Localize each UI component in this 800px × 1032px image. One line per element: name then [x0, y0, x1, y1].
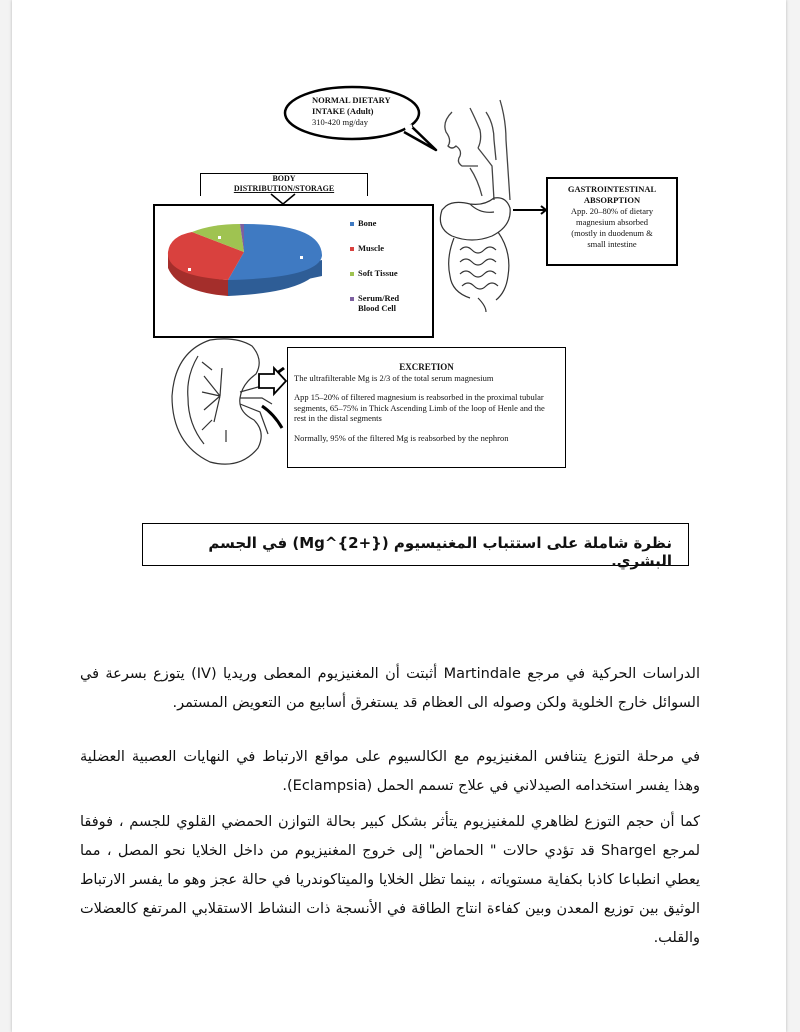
excretion-p1: The ultrafilterable Mg is 2/3 of the total serum magnesium — [294, 372, 494, 383]
gi-line-3: (mostly in duodenum & — [571, 228, 653, 238]
paragraph-2: في مرحلة التوزع يتنافس المغنيزيوم مع الكالسيوم على مواقع الارتباط في النهايات العصبية العضلية وهذا يفسر استخدامه الصيدلاني في علاج تسمم الحمل (Eclampsia). — [80, 749, 700, 794]
paragraph-3: كما أن حجم التوزع لظاهري للمغنيزيوم يتأثر بشكل كبير بحالة التوازن الحمضي القلوي للجسم ، فوفقا لمرجع Shargel قد تؤدي حالات " الحماض" إلى خروج المغنيزيوم من داخل الخلايا نحو المصل ، مما يعطي انطباعا كاذبا بكفاية مستوياته ، بينما تظل الخلايا والميتاكوندريا في حالة عجز وهو ما يفسر الارتباط الوثيق بين توزيع المعدن وبين كفاءة انتاج الطاقة في الأنسجة ذات النشاط الاستقلابي المرتفع كالعضلات والقلب. — [80, 814, 700, 946]
legend-label: Bone — [358, 218, 377, 228]
figure-caption: نظرة شاملة على استتباب المغنيسيوم (Mg^{2+}) في الجسم البشري. — [142, 523, 689, 566]
gi-line-4: small intestine — [587, 239, 637, 249]
intake-text — [312, 95, 422, 128]
paragraph-1: الدراسات الحركية في مرجع Martindale أثبتت أن المغنيزيوم المعطى وريديا (IV) يتوزع بسرعة في السوائل خارج الخلوية ولكن وصوله الى العظام قد يستغرق أسابيع من التعويض المستمر. — [80, 666, 700, 711]
legend-swatch — [350, 222, 354, 226]
intake-amount: 310-420 mg/day — [312, 117, 368, 127]
gi-title-2: ABSORPTION — [583, 195, 641, 205]
legend-label: Serum/Red — [358, 293, 400, 303]
excretion-p3: Normally, 95% of the filtered Mg is reabsorbed by the nephron — [294, 432, 509, 443]
excretion-p2: App 15–20% of filtered magnesium is reabsorbed in the proximal tubular segments, 65–75% in Thick Ascending Limb of the loop of Henle and the rest in the distal segments — [294, 392, 545, 423]
legend-swatch — [350, 247, 354, 251]
legend-swatch — [350, 297, 354, 301]
kidney-drawing — [172, 339, 272, 464]
intake-title-2: INTAKE (Adult) — [312, 106, 374, 116]
excretion-title: EXCRETION — [399, 362, 454, 372]
gi-line-2: magnesium absorbed — [576, 217, 648, 227]
arrow-to-gi — [513, 206, 546, 214]
excretion-box — [287, 347, 566, 468]
legend-label: Muscle — [358, 243, 384, 253]
legend-label: Soft Tissue — [358, 268, 398, 278]
gi-title-1: GASTROINTESTINAL — [567, 184, 657, 194]
arrow-to-excretion — [259, 368, 286, 394]
legend-label-line2: Blood Cell — [358, 303, 397, 313]
legend-swatch — [350, 272, 354, 276]
legend-item-bone — [350, 218, 376, 228]
gi-line-1: App. 20–80% of dietary — [570, 206, 654, 216]
distribution-label-1: BODY — [272, 174, 296, 183]
gi-tract-drawing — [440, 198, 510, 312]
legend-item-muscle — [350, 243, 384, 253]
intake-title-1: NORMAL DIETARY — [312, 95, 391, 105]
legend-item-soft-tissue — [350, 268, 398, 278]
legend-item-serum — [350, 293, 399, 313]
distribution-label-2: DISTRIBUTION/STORAGE — [233, 183, 335, 193]
head-profile-drawing — [445, 100, 510, 200]
gi-absorption-box — [546, 177, 678, 266]
